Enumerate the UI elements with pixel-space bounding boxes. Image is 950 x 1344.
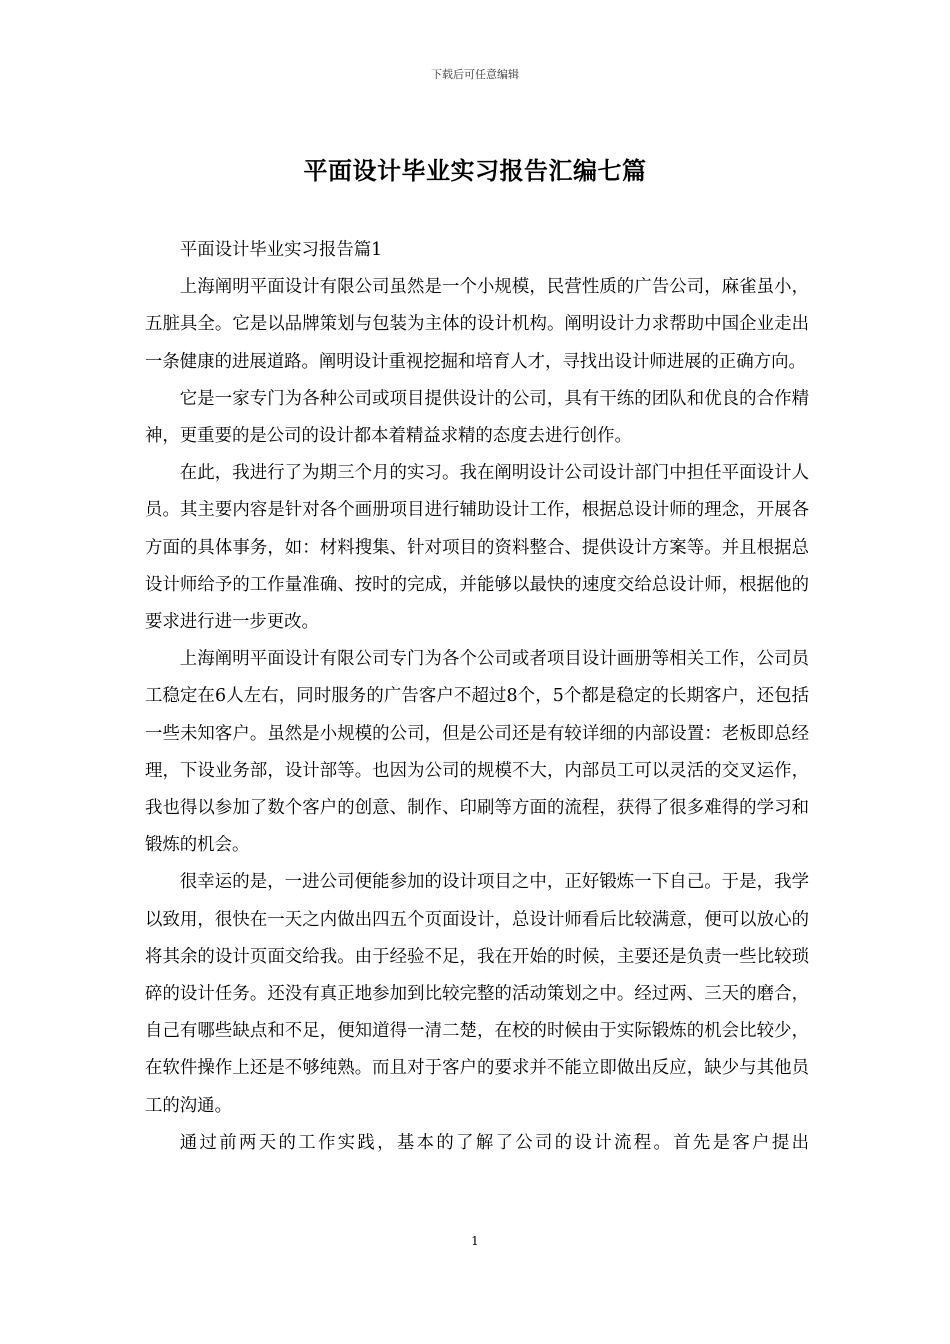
document-body [145,232,809,1162]
paragraph: 上海阐明平面设计有限公司虽然是一个小规模，民营性质的广告公司，麻雀虽小，五脏具全。它是以品牌策划与包装为主体的设计机构。阐明设计力求帮助中国企业走出一条健康的进展道路。阐明设计重视挖掘和培育人才，寻找出设计师进展的正确方向。 [145,277,809,372]
page-number: 1 [471,1234,479,1248]
paragraph: 它是一家专门为各种公司或项目提供设计的公司，具有干练的团队和优良的合作精神，更重要的是公司的设计都本着精益求精的态度去进行创作。 [145,388,809,447]
paragraph: 上海阐明平面设计有限公司专门为各个公司或者项目设计画册等相关工作，公司员工稳定在6人左右，同时服务的广告客户不超过8个，5个都是稳定的长期客户，还包括一些未知客户。虽然是小规模的公司，但是公司还是有较详细的内部设置：老板即总经理，下设业务部，设计部等。也因为公司的规模不大，内部员工可以灵活的交叉运作，我也得以参加了数个客户的创意、制作、印刷等方面的流程，获得了很多难得的学习和锻炼的机会。 [145,649,809,856]
section-heading: 平面设计毕业实习报告篇1 [179,240,383,260]
paragraph: 在此，我进行了为期三个月的实习。我在阐明设计公司设计部门中担任平面设计人员。其主要内容是针对各个画册项目进行辅助设计工作，根据总设计师的理念，开展各方面的具体事务，如：材料搜集、针对项目的资料整合、提供设计方案等。并且根据总设计师给予的工作量准确、按时的完成，并能够以最快的速度交给总设计师，根据他的要求进行进一步更改。 [145,463,809,633]
header-note: 下载后可任意编辑 [431,68,519,81]
document-title: 平面设计毕业实习报告汇编七篇 [303,156,647,185]
paragraph: 很幸运的是，一进公司便能参加的设计项目之中，正好锻炼一下自己。于是，我学以致用，很快在一天之内做出四五个页面设计，总设计师看后比较满意，便可以放心的将其余的设计页面交给我。由于经验不足，我在开始的时候，主要还是负责一些比较琐碎的设计任务。还没有真正地参加到比较完整的活动策划之中。经过两、三天的磨合，自己有哪些缺点和不足，便知道得一清二楚，在校的时候由于实际锻炼的机会比较少，在软件操作上还是不够纯熟。而且对于客户的要求并不能立即做出反应，缺少与其他员工的沟通。 [145,872,809,1116]
paragraph: 通过前两天的工作实践，基本的了解了公司的设计流程。首先是客户提出 [179,1132,809,1153]
